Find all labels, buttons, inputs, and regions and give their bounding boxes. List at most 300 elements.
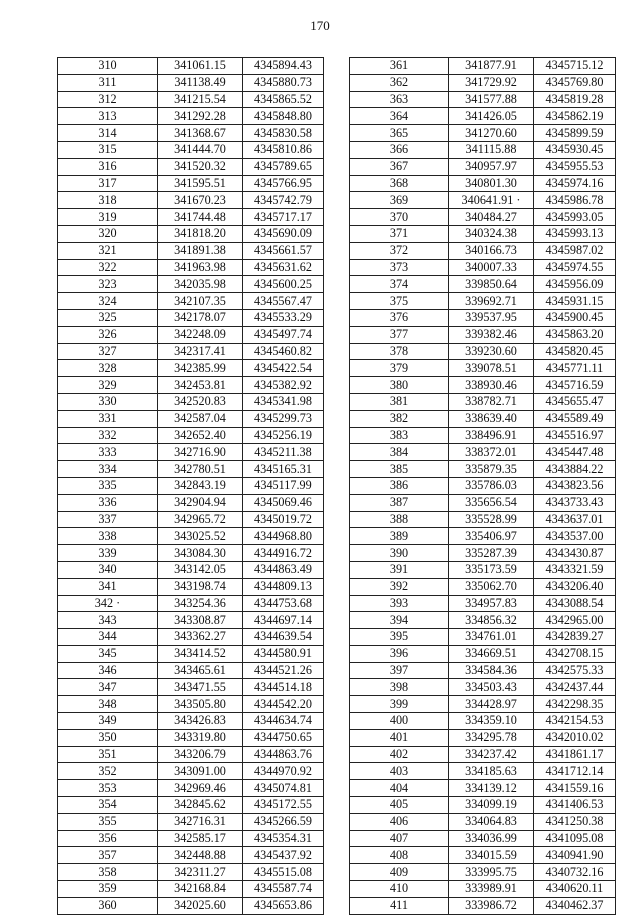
point-number-cell: 386 xyxy=(350,477,449,494)
table-row xyxy=(58,729,324,746)
table-row xyxy=(350,713,616,730)
x-coordinate-cell: 341368.67 xyxy=(158,125,243,142)
point-number-cell: 367 xyxy=(350,158,449,175)
x-coordinate-cell: 333995.75 xyxy=(449,864,534,881)
point-number-cell: 402 xyxy=(350,746,449,763)
table-row xyxy=(350,679,616,696)
y-coordinate-cell: 4344521.26 xyxy=(243,662,324,679)
x-coordinate-cell: 342248.09 xyxy=(158,326,243,343)
point-number-cell: 359 xyxy=(58,881,158,898)
table-row xyxy=(350,276,616,293)
table-row xyxy=(58,141,324,158)
y-coordinate-cell: 4345993.05 xyxy=(534,209,616,226)
table-row xyxy=(350,125,616,142)
x-coordinate-cell: 342845.62 xyxy=(158,797,243,814)
x-coordinate-cell: 342716.90 xyxy=(158,444,243,461)
x-coordinate-cell: 340801.30 xyxy=(449,175,534,192)
y-coordinate-cell: 4345165.31 xyxy=(243,461,324,478)
point-number-cell: 312 xyxy=(58,91,158,108)
x-coordinate-cell: 338782.71 xyxy=(449,393,534,410)
point-number-cell: 331 xyxy=(58,410,158,427)
table-row xyxy=(350,696,616,713)
table-row xyxy=(350,545,616,562)
point-number-cell: 310 xyxy=(58,58,158,75)
y-coordinate-cell: 4345437.92 xyxy=(243,847,324,864)
point-number-cell: 358 xyxy=(58,864,158,881)
y-coordinate-cell: 4345789.65 xyxy=(243,158,324,175)
x-coordinate-cell: 341444.70 xyxy=(158,141,243,158)
table-row xyxy=(350,377,616,394)
x-coordinate-cell: 343471.55 xyxy=(158,679,243,696)
x-coordinate-cell: 343254.36 xyxy=(158,595,243,612)
point-number-cell: 345 xyxy=(58,645,158,662)
y-coordinate-cell: 4345172.55 xyxy=(243,797,324,814)
y-coordinate-cell: 4345447.48 xyxy=(534,444,616,461)
y-coordinate-cell: 4345299.73 xyxy=(243,410,324,427)
y-coordinate-cell: 4345900.45 xyxy=(534,309,616,326)
y-coordinate-cell: 4342437.44 xyxy=(534,679,616,696)
y-coordinate-cell: 4340941.90 xyxy=(534,847,616,864)
point-number-cell: 348 xyxy=(58,696,158,713)
point-number-cell: 334 xyxy=(58,461,158,478)
x-coordinate-cell: 342317.41 xyxy=(158,343,243,360)
point-number-cell: 361 xyxy=(350,58,449,75)
point-number-cell: 356 xyxy=(58,830,158,847)
point-number-cell: 364 xyxy=(350,108,449,125)
x-coordinate-cell: 343142.05 xyxy=(158,561,243,578)
y-coordinate-cell: 4345661.57 xyxy=(243,242,324,259)
point-number-cell: 372 xyxy=(350,242,449,259)
x-coordinate-cell: 341729.92 xyxy=(449,74,534,91)
y-coordinate-cell: 4342965.00 xyxy=(534,612,616,629)
point-number-cell: 396 xyxy=(350,645,449,662)
point-number-cell: 323 xyxy=(58,276,158,293)
x-coordinate-cell: 342168.84 xyxy=(158,881,243,898)
x-coordinate-cell: 342780.51 xyxy=(158,461,243,478)
table-row xyxy=(350,444,616,461)
y-coordinate-cell: 4345894.43 xyxy=(243,58,324,75)
y-coordinate-cell: 4341095.08 xyxy=(534,830,616,847)
table-row xyxy=(350,813,616,830)
point-number-cell: 408 xyxy=(350,847,449,864)
y-coordinate-cell: 4345600.25 xyxy=(243,276,324,293)
y-coordinate-cell: 4345930.45 xyxy=(534,141,616,158)
y-coordinate-cell: 4345631.62 xyxy=(243,259,324,276)
x-coordinate-cell: 341138.49 xyxy=(158,74,243,91)
y-coordinate-cell: 4345422.54 xyxy=(243,360,324,377)
point-number-cell: 311 xyxy=(58,74,158,91)
point-number-cell: 388 xyxy=(350,511,449,528)
table-row xyxy=(350,343,616,360)
x-coordinate-cell: 338496.91 xyxy=(449,427,534,444)
table-row xyxy=(350,729,616,746)
table-row xyxy=(58,612,324,629)
table-row xyxy=(58,158,324,175)
table-row xyxy=(350,645,616,662)
table-row xyxy=(350,108,616,125)
x-coordinate-cell: 340007.33 xyxy=(449,259,534,276)
y-coordinate-cell: 4345931.15 xyxy=(534,293,616,310)
point-number-cell: 346 xyxy=(58,662,158,679)
point-number-cell: 339 xyxy=(58,545,158,562)
y-coordinate-cell: 4345955.53 xyxy=(534,158,616,175)
x-coordinate-cell: 341963.98 xyxy=(158,259,243,276)
x-coordinate-cell: 335287.39 xyxy=(449,545,534,562)
x-coordinate-cell: 340957.97 xyxy=(449,158,534,175)
x-coordinate-cell: 342178.07 xyxy=(158,309,243,326)
table-row xyxy=(58,444,324,461)
y-coordinate-cell: 4345211.38 xyxy=(243,444,324,461)
x-coordinate-cell: 343362.27 xyxy=(158,629,243,646)
y-coordinate-cell: 4342575.33 xyxy=(534,662,616,679)
x-coordinate-cell: 339537.95 xyxy=(449,309,534,326)
table-row xyxy=(350,158,616,175)
table-row xyxy=(58,242,324,259)
point-number-cell: 401 xyxy=(350,729,449,746)
y-coordinate-cell: 4344580.91 xyxy=(243,645,324,662)
table-row xyxy=(58,393,324,410)
table-row xyxy=(58,410,324,427)
y-coordinate-cell: 4345587.74 xyxy=(243,881,324,898)
y-coordinate-cell: 4345830.58 xyxy=(243,125,324,142)
point-number-cell: 368 xyxy=(350,175,449,192)
point-number-cell: 335 xyxy=(58,477,158,494)
point-number-cell: 377 xyxy=(350,326,449,343)
x-coordinate-cell: 343426.83 xyxy=(158,713,243,730)
table-row xyxy=(350,209,616,226)
point-number-cell: 332 xyxy=(58,427,158,444)
point-number-cell: 393 xyxy=(350,595,449,612)
point-number-cell: 385 xyxy=(350,461,449,478)
x-coordinate-cell: 339692.71 xyxy=(449,293,534,310)
point-number-cell: 343 xyxy=(58,612,158,629)
table-row xyxy=(350,309,616,326)
x-coordinate-cell: 334064.83 xyxy=(449,813,534,830)
x-coordinate-cell: 334185.63 xyxy=(449,763,534,780)
point-number-cell: 351 xyxy=(58,746,158,763)
x-coordinate-cell: 342969.46 xyxy=(158,780,243,797)
point-number-cell: 337 xyxy=(58,511,158,528)
y-coordinate-cell: 4345460.82 xyxy=(243,343,324,360)
x-coordinate-cell: 342025.60 xyxy=(158,897,243,914)
y-coordinate-cell: 4345810.86 xyxy=(243,141,324,158)
y-coordinate-cell: 4343206.40 xyxy=(534,578,616,595)
point-number-cell: 370 xyxy=(350,209,449,226)
y-coordinate-cell: 4345074.81 xyxy=(243,780,324,797)
table-row xyxy=(58,326,324,343)
x-coordinate-cell: 334669.51 xyxy=(449,645,534,662)
table-row xyxy=(58,58,324,75)
x-coordinate-cell: 342716.31 xyxy=(158,813,243,830)
table-row xyxy=(58,780,324,797)
x-coordinate-cell: 341292.28 xyxy=(158,108,243,125)
point-number-cell: 321 xyxy=(58,242,158,259)
y-coordinate-cell: 4345382.92 xyxy=(243,377,324,394)
y-coordinate-cell: 4345974.16 xyxy=(534,175,616,192)
y-coordinate-cell: 4345820.45 xyxy=(534,343,616,360)
x-coordinate-cell: 341818.20 xyxy=(158,225,243,242)
y-coordinate-cell: 4344970.92 xyxy=(243,763,324,780)
point-number-cell: 353 xyxy=(58,780,158,797)
table-row xyxy=(350,326,616,343)
table-row xyxy=(58,175,324,192)
y-coordinate-cell: 4344542.20 xyxy=(243,696,324,713)
y-coordinate-cell: 4345865.52 xyxy=(243,91,324,108)
point-number-cell: 316 xyxy=(58,158,158,175)
coordinates-table-left xyxy=(57,57,324,915)
table-row xyxy=(58,192,324,209)
x-coordinate-cell: 343084.30 xyxy=(158,545,243,562)
y-coordinate-cell: 4342010.02 xyxy=(534,729,616,746)
table-row xyxy=(350,494,616,511)
point-number-cell: 395 xyxy=(350,629,449,646)
y-coordinate-cell: 4345880.73 xyxy=(243,74,324,91)
point-number-cell: 387 xyxy=(350,494,449,511)
x-coordinate-cell: 340324.38 xyxy=(449,225,534,242)
point-number-cell: 324 xyxy=(58,293,158,310)
table-row xyxy=(350,528,616,545)
table-row xyxy=(350,91,616,108)
point-number-cell: 397 xyxy=(350,662,449,679)
table-row xyxy=(58,91,324,108)
x-coordinate-cell: 334015.59 xyxy=(449,847,534,864)
table-row xyxy=(58,763,324,780)
point-number-cell: 325 xyxy=(58,309,158,326)
y-coordinate-cell: 4345987.02 xyxy=(534,242,616,259)
point-number-cell: 394 xyxy=(350,612,449,629)
table-row xyxy=(350,830,616,847)
point-number-cell: 404 xyxy=(350,780,449,797)
table-row xyxy=(350,259,616,276)
point-number-cell: 333 xyxy=(58,444,158,461)
y-coordinate-cell: 4343733.43 xyxy=(534,494,616,511)
y-coordinate-cell: 4343823.56 xyxy=(534,477,616,494)
point-number-cell: 317 xyxy=(58,175,158,192)
x-coordinate-cell: 341744.48 xyxy=(158,209,243,226)
x-coordinate-cell: 342652.40 xyxy=(158,427,243,444)
x-coordinate-cell: 342585.17 xyxy=(158,830,243,847)
y-coordinate-cell: 4341406.53 xyxy=(534,797,616,814)
point-number-cell: 406 xyxy=(350,813,449,830)
y-coordinate-cell: 4344634.74 xyxy=(243,713,324,730)
y-coordinate-cell: 4345589.49 xyxy=(534,410,616,427)
x-coordinate-cell: 342107.35 xyxy=(158,293,243,310)
point-number-cell: 357 xyxy=(58,847,158,864)
point-number-cell: 399 xyxy=(350,696,449,713)
table-row xyxy=(350,629,616,646)
point-number-cell: 362 xyxy=(350,74,449,91)
point-number-cell: 338 xyxy=(58,528,158,545)
table-row xyxy=(350,561,616,578)
y-coordinate-cell: 4343088.54 xyxy=(534,595,616,612)
point-number-cell: 315 xyxy=(58,141,158,158)
table-row xyxy=(350,797,616,814)
x-coordinate-cell: 342035.98 xyxy=(158,276,243,293)
point-number-cell: 392 xyxy=(350,578,449,595)
x-coordinate-cell: 341891.38 xyxy=(158,242,243,259)
point-number-cell: 411 xyxy=(350,897,449,914)
y-coordinate-cell: 4341559.16 xyxy=(534,780,616,797)
table-row xyxy=(350,393,616,410)
x-coordinate-cell: 334957.83 xyxy=(449,595,534,612)
x-coordinate-cell: 342843.19 xyxy=(158,477,243,494)
y-coordinate-cell: 4340732.16 xyxy=(534,864,616,881)
point-number-cell: 409 xyxy=(350,864,449,881)
table-row xyxy=(58,309,324,326)
point-number-cell: 347 xyxy=(58,679,158,696)
table-row xyxy=(58,293,324,310)
point-number-cell: 344 xyxy=(58,629,158,646)
table-row xyxy=(58,881,324,898)
point-number-cell: 366 xyxy=(350,141,449,158)
point-number-cell: 327 xyxy=(58,343,158,360)
table-row xyxy=(350,410,616,427)
point-number-cell: 363 xyxy=(350,91,449,108)
point-number-cell: 371 xyxy=(350,225,449,242)
x-coordinate-cell: 334856.32 xyxy=(449,612,534,629)
point-number-cell: 336 xyxy=(58,494,158,511)
point-number-cell: 318 xyxy=(58,192,158,209)
y-coordinate-cell: 4345019.72 xyxy=(243,511,324,528)
point-number-cell: 376 xyxy=(350,309,449,326)
table-row xyxy=(350,897,616,914)
x-coordinate-cell: 334139.12 xyxy=(449,780,534,797)
y-coordinate-cell: 4343430.87 xyxy=(534,545,616,562)
y-coordinate-cell: 4344697.14 xyxy=(243,612,324,629)
y-coordinate-cell: 4343884.22 xyxy=(534,461,616,478)
table-row xyxy=(58,343,324,360)
x-coordinate-cell: 341061.15 xyxy=(158,58,243,75)
table-row xyxy=(350,746,616,763)
point-number-cell: 342 · xyxy=(58,595,158,612)
point-number-cell: 313 xyxy=(58,108,158,125)
table-row xyxy=(350,847,616,864)
x-coordinate-cell: 342385.99 xyxy=(158,360,243,377)
x-coordinate-cell: 343308.87 xyxy=(158,612,243,629)
table-row xyxy=(58,645,324,662)
point-number-cell: 352 xyxy=(58,763,158,780)
table-row xyxy=(350,595,616,612)
x-coordinate-cell: 334036.99 xyxy=(449,830,534,847)
point-number-cell: 360 xyxy=(58,897,158,914)
table-row xyxy=(350,360,616,377)
y-coordinate-cell: 4345069.46 xyxy=(243,494,324,511)
point-number-cell: 400 xyxy=(350,713,449,730)
point-number-cell: 389 xyxy=(350,528,449,545)
y-coordinate-cell: 4345993.13 xyxy=(534,225,616,242)
x-coordinate-cell: 334503.43 xyxy=(449,679,534,696)
table-row xyxy=(350,477,616,494)
x-coordinate-cell: 341577.88 xyxy=(449,91,534,108)
x-coordinate-cell: 343465.61 xyxy=(158,662,243,679)
table-row xyxy=(58,494,324,511)
table-row xyxy=(58,679,324,696)
point-number-cell: 369 xyxy=(350,192,449,209)
x-coordinate-cell: 335786.03 xyxy=(449,477,534,494)
table-row xyxy=(58,377,324,394)
y-coordinate-cell: 4345516.97 xyxy=(534,427,616,444)
table-row xyxy=(350,242,616,259)
x-coordinate-cell: 334584.36 xyxy=(449,662,534,679)
x-coordinate-cell: 341520.32 xyxy=(158,158,243,175)
point-number-cell: 398 xyxy=(350,679,449,696)
table-row xyxy=(350,427,616,444)
y-coordinate-cell: 4345986.78 xyxy=(534,192,616,209)
table-row xyxy=(350,780,616,797)
table-row xyxy=(58,528,324,545)
y-coordinate-cell: 4345653.86 xyxy=(243,897,324,914)
y-coordinate-cell: 4345117.99 xyxy=(243,477,324,494)
x-coordinate-cell: 334428.97 xyxy=(449,696,534,713)
point-number-cell: 382 xyxy=(350,410,449,427)
y-coordinate-cell: 4345717.17 xyxy=(243,209,324,226)
x-coordinate-cell: 340641.91 · xyxy=(449,192,534,209)
x-coordinate-cell: 335656.54 xyxy=(449,494,534,511)
point-number-cell: 407 xyxy=(350,830,449,847)
table-row xyxy=(58,746,324,763)
table-body-left xyxy=(58,58,324,915)
table-body-right xyxy=(350,58,616,915)
y-coordinate-cell: 4344863.49 xyxy=(243,561,324,578)
table-row xyxy=(58,830,324,847)
point-number-cell: 322 xyxy=(58,259,158,276)
y-coordinate-cell: 4345863.20 xyxy=(534,326,616,343)
point-number-cell: 350 xyxy=(58,729,158,746)
x-coordinate-cell: 335528.99 xyxy=(449,511,534,528)
table-row xyxy=(350,864,616,881)
y-coordinate-cell: 4345716.59 xyxy=(534,377,616,394)
y-coordinate-cell: 4343321.59 xyxy=(534,561,616,578)
table-row xyxy=(58,225,324,242)
table-row xyxy=(350,58,616,75)
y-coordinate-cell: 4345266.59 xyxy=(243,813,324,830)
table-row xyxy=(58,897,324,914)
point-number-cell: 378 xyxy=(350,343,449,360)
x-coordinate-cell: 342453.81 xyxy=(158,377,243,394)
point-number-cell: 410 xyxy=(350,881,449,898)
x-coordinate-cell: 341877.91 xyxy=(449,58,534,75)
table-row xyxy=(58,864,324,881)
point-number-cell: 391 xyxy=(350,561,449,578)
point-number-cell: 319 xyxy=(58,209,158,226)
y-coordinate-cell: 4345974.55 xyxy=(534,259,616,276)
table-row xyxy=(58,696,324,713)
point-number-cell: 329 xyxy=(58,377,158,394)
y-coordinate-cell: 4344639.54 xyxy=(243,629,324,646)
point-number-cell: 374 xyxy=(350,276,449,293)
y-coordinate-cell: 4344514.18 xyxy=(243,679,324,696)
table-row xyxy=(350,461,616,478)
table-row xyxy=(58,662,324,679)
x-coordinate-cell: 340166.73 xyxy=(449,242,534,259)
x-coordinate-cell: 343206.79 xyxy=(158,746,243,763)
y-coordinate-cell: 4344750.65 xyxy=(243,729,324,746)
y-coordinate-cell: 4341250.38 xyxy=(534,813,616,830)
x-coordinate-cell: 338372.01 xyxy=(449,444,534,461)
table-row xyxy=(58,427,324,444)
x-coordinate-cell: 342311.27 xyxy=(158,864,243,881)
point-number-cell: 314 xyxy=(58,125,158,142)
y-coordinate-cell: 4342298.35 xyxy=(534,696,616,713)
x-coordinate-cell: 342965.72 xyxy=(158,511,243,528)
y-coordinate-cell: 4342154.53 xyxy=(534,713,616,730)
x-coordinate-cell: 343319.80 xyxy=(158,729,243,746)
y-coordinate-cell: 4345899.59 xyxy=(534,125,616,142)
y-coordinate-cell: 4345819.28 xyxy=(534,91,616,108)
x-coordinate-cell: 334761.01 xyxy=(449,629,534,646)
x-coordinate-cell: 342904.94 xyxy=(158,494,243,511)
y-coordinate-cell: 4341861.17 xyxy=(534,746,616,763)
